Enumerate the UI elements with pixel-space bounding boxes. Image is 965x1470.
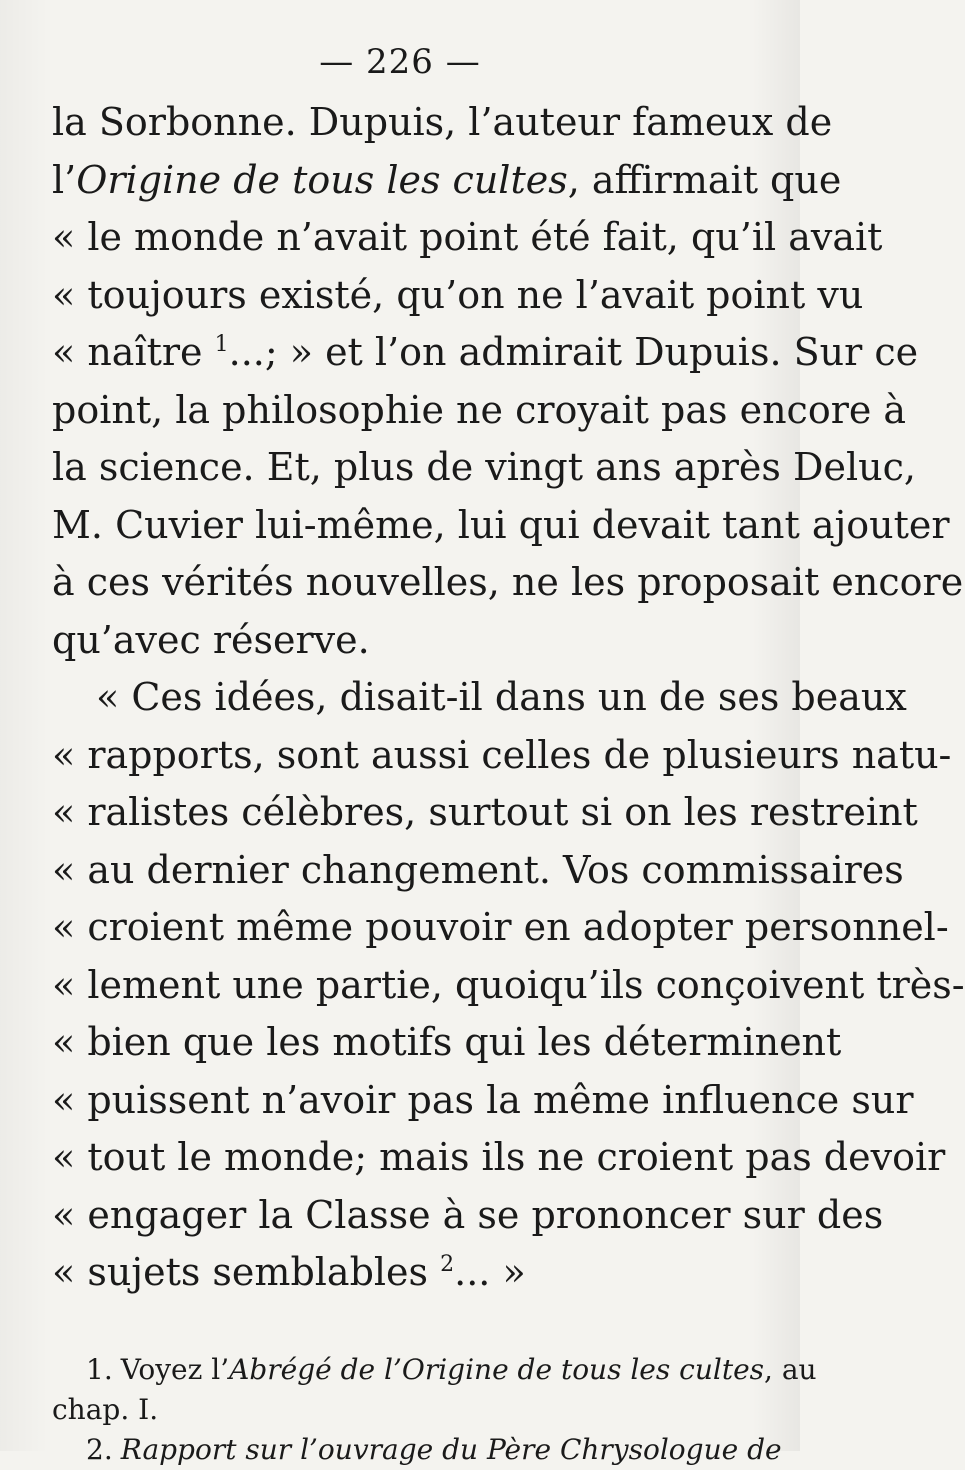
text-line: « engager la Classe à se prononcer sur des [52,1192,884,1237]
text-line: la Sorbonne. Dupuis, l’auteur fameux de [52,100,833,144]
footnote-1-continuation: chap. I. [52,1392,159,1426]
text-line: « ralistes célèbres, surtout si on les restreint [52,790,918,834]
text-line: « croient même pouvoir en adopter personnel- [52,905,949,949]
book-title-italic: Origine de tous les cultes [76,157,568,202]
body-text [52,94,965,1302]
text-line: M. Cuvier lui-même, lui qui devait tant ajouter [52,502,950,547]
text-line: « toujours existé, qu’on ne l’avait point vu [52,272,864,317]
footnote-italic-title: Rapport sur l’ouvrage du Père Chrysologue de [120,1432,782,1466]
footnote-2 [52,1430,782,1470]
text-line: la science. Et, plus de vingt ans après Deluc, [52,445,916,489]
text-line: point, la philosophie ne croyait pas encore à [52,387,907,432]
text-line: « puissent n’avoir pas la même influence sur [52,1077,914,1122]
text-line: « bien que les motifs qui les déterminent [52,1020,842,1064]
footnote-ref-1: 1 [214,332,229,357]
text-line: l’Origine de tous les cultes, affirmait que [52,157,842,202]
footnote-1: 1. Voyez l’Abrégé de l’Origine de tous les cultes, au [52,1350,748,1390]
footnote-number: 1. [86,1352,113,1386]
footnotes [52,1350,817,1470]
text-line: « tout le monde; mais ils ne croient pas devoir [52,1135,946,1179]
text-line: qu’avec réserve. [52,617,370,662]
page-number: — 226 — [319,42,481,82]
text-line: « naître $^1$...; » et l’on admirait Dupuis. Sur ce [52,330,919,374]
text-line: « lement une partie, quoiqu’ils conçoivent très- [52,962,965,1007]
footnote-italic-title: Abrégé de l’Origine de tous les cultes [229,1352,765,1386]
footnote-ref-2: 2 [440,1252,455,1277]
text-line: « Ces idées, disait-il dans un de ses beaux [96,675,907,719]
footnote-number: 2. [86,1432,113,1466]
text-line: « au dernier changement. Vos commissaires [52,847,904,892]
text-line: « le monde n’avait point été fait, qu’il avait [52,215,883,259]
text-line: « rapports, sont aussi celles de plusieurs natu- [52,732,952,777]
text-line: à ces vérités nouvelles, ne les proposait encore [52,560,964,604]
text-line: « sujets semblables $^2$... » [52,1250,526,1294]
